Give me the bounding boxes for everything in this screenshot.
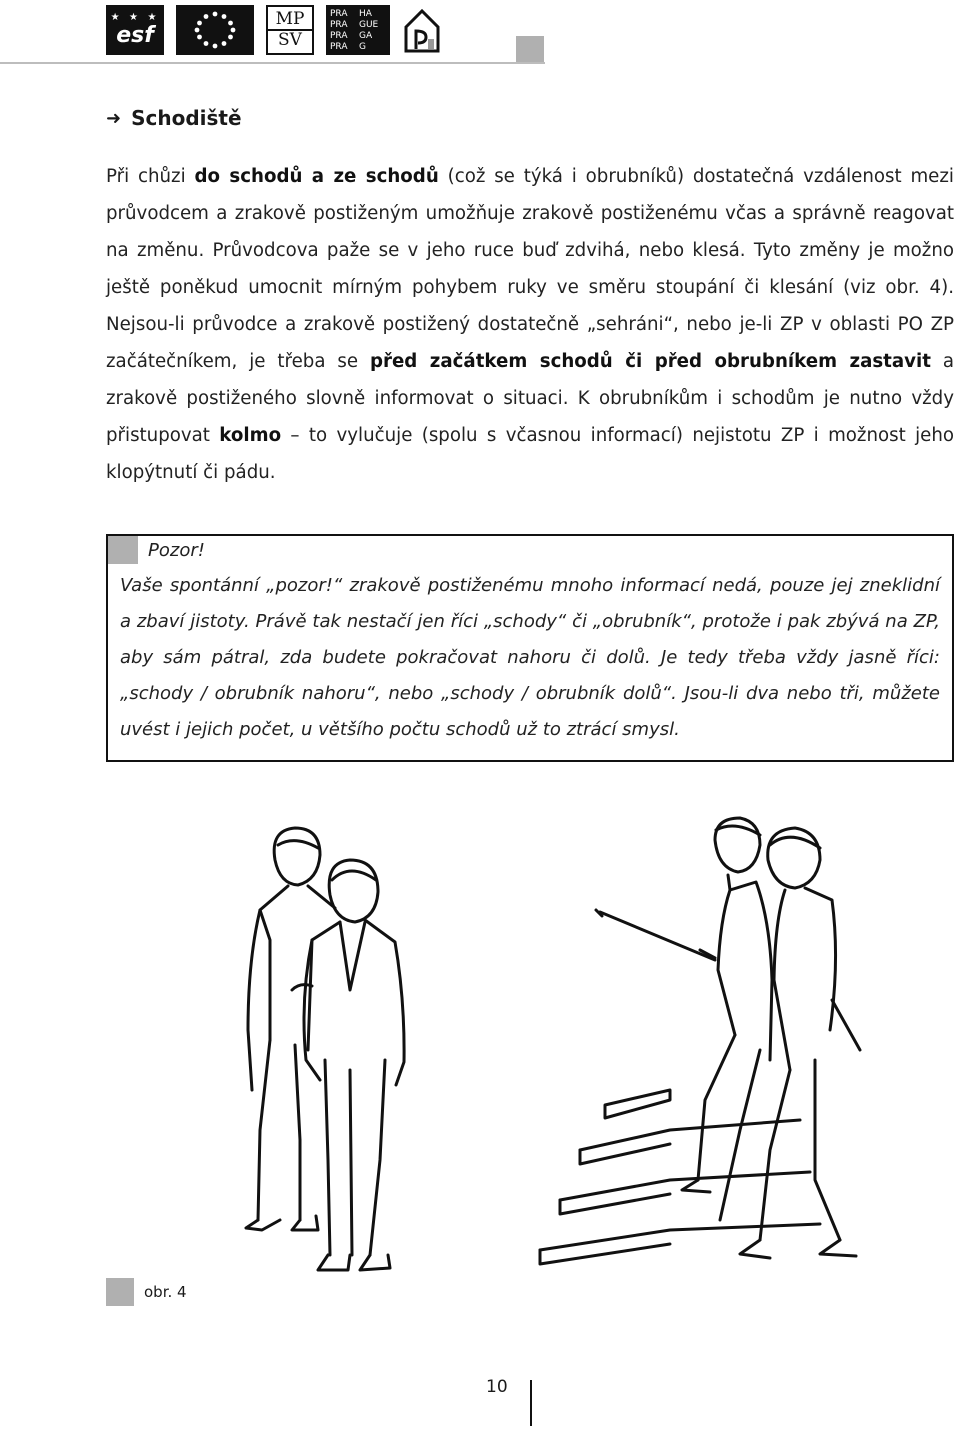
bold-text-run: kolmo bbox=[219, 425, 282, 446]
note-gray-square bbox=[108, 536, 138, 564]
caption-gray-square bbox=[106, 1278, 134, 1306]
main-paragraph bbox=[106, 158, 954, 491]
bold-text-run: do schodů a ze schodů bbox=[194, 166, 439, 187]
praha-cell: HA bbox=[359, 9, 372, 19]
esf-stars: ★ ★ ★ bbox=[110, 12, 160, 23]
house-icon bbox=[402, 5, 442, 55]
note-text: Vaše spontánní „pozor!“ zrakově postiženému mnoho informací nedá, pouze jej zneklidní a zbaví jistoty. Právě tak nestačí jen říci „schody“ či „obrubník“, protože i pak zbývá na ZP, aby sám pátral, zda budete pokračovat nahoru či dolů. Je tedy třeba vždy jasně říci: „schody / obrubník nahoru“, nebo „schody / obrubník dolů“. Jsou-li dva nebo tři, můžete uvést i jejich počet, u většího počtu schodů už to ztrácí smysl. bbox=[120, 575, 940, 740]
paragraph bbox=[106, 158, 954, 491]
page-number: 10 bbox=[486, 1377, 508, 1397]
caption-text: obr. 4 bbox=[144, 1283, 187, 1301]
section-heading bbox=[106, 106, 242, 130]
bold-text-run: před začátkem schodů či před obrubníkem zastavit bbox=[369, 351, 931, 372]
page-number-rule bbox=[530, 1380, 532, 1426]
climbing-pair-drawing bbox=[540, 818, 860, 1264]
stairs-illustration bbox=[200, 800, 900, 1280]
praha-cell: PRA bbox=[330, 42, 348, 52]
praha-cell: GA bbox=[359, 31, 373, 41]
text-run: (což se týká i obrubníků) dostatečná vzdálenost mezi průvodcem a zrakově postiženým umožňuje zrakově postiženému včas a správně reagovat na změnu. Průvodcova paže se v jeho ruce buď zdvihá, nebo klesá. Tyto změny je možno ještě poněkud umocnit mírným pohybem ruky ve směru stoupání či klesání (viz obr. 4). Nejsou-li průvodce a zrakově postižený dostatečně „sehráni“, nebo je-li ZP v oblasti PO ZP začátečníkem, je třeba se bbox=[106, 166, 954, 372]
figure-caption bbox=[106, 1278, 187, 1306]
header-logos bbox=[106, 4, 442, 56]
praha-cell: G bbox=[359, 42, 366, 52]
text-run: a zrakově postiženého slovně informovat o situaci. K obrubníkům i schodům je nutno vždy přistupovat bbox=[106, 351, 954, 446]
header-gray-square bbox=[516, 36, 544, 62]
text-run: – to vylučuje (spolu s včasnou informací) nejistotu ZP i možnost jeho klopýtnutí či pádu. bbox=[106, 425, 954, 483]
arrow-right-icon: ➜ bbox=[106, 107, 122, 129]
praha-cell: PRA bbox=[330, 9, 348, 19]
esf-logo bbox=[106, 5, 164, 55]
note-header bbox=[108, 536, 205, 564]
note-title: Pozor! bbox=[148, 539, 205, 561]
praha-logo bbox=[326, 5, 390, 55]
mpsv-line2: SV bbox=[268, 29, 312, 50]
esf-logo-text: esf bbox=[116, 23, 154, 48]
house-logo bbox=[402, 5, 442, 55]
mpsv-logo bbox=[266, 5, 314, 55]
text-run: Při chůzi bbox=[106, 166, 195, 187]
mpsv-line1: MP bbox=[275, 9, 305, 29]
praha-cell: GUE bbox=[359, 20, 379, 30]
standing-pair-drawing bbox=[246, 828, 404, 1270]
header-divider bbox=[0, 62, 545, 64]
eu-stars-icon bbox=[176, 5, 254, 55]
section-title: Schodiště bbox=[131, 106, 242, 130]
praha-cell: PRA bbox=[330, 20, 348, 30]
eu-flag-logo bbox=[176, 5, 254, 55]
praha-cell: PRA bbox=[330, 31, 348, 41]
warning-note-box bbox=[106, 534, 954, 762]
